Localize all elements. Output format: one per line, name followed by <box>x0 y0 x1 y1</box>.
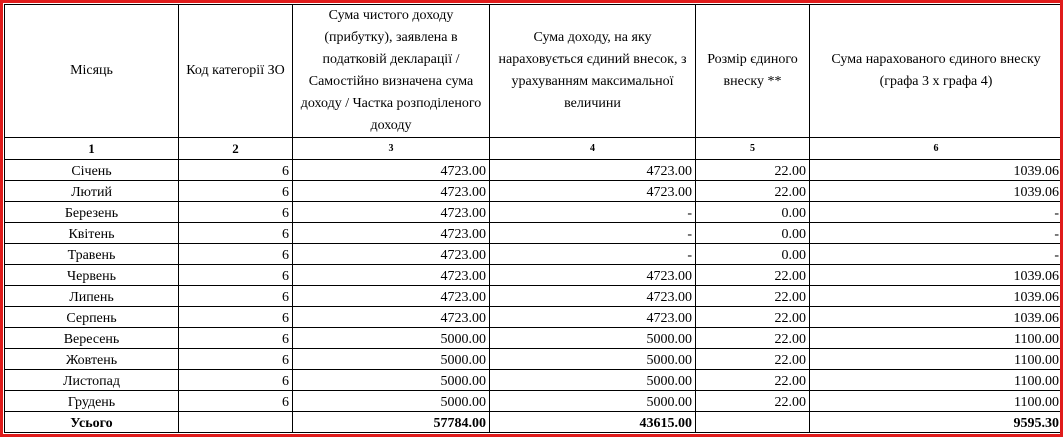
table-row <box>5 286 1063 307</box>
category-code-cell: 6 <box>179 391 293 412</box>
header-contribution-amount: Сума нарахованого єдиного внеску (графа 3 x графа 4) <box>810 5 1063 138</box>
month-cell: Січень <box>5 160 179 181</box>
header-contribution-rate: Розмір єдиного внеску ** <box>696 5 810 138</box>
category-code-cell: 6 <box>179 265 293 286</box>
taxable-income-cell: 5000.00 <box>490 391 696 412</box>
column-number: 4 <box>490 138 696 160</box>
header-taxable-income: Сума доходу, на яку нараховується єдиний внесок, з урахуванням максимальної величини <box>490 5 696 138</box>
month-cell: Листопад <box>5 370 179 391</box>
contribution-cell: 1039.06 <box>810 160 1063 181</box>
column-number-row <box>5 138 1063 160</box>
rate-cell: 22.00 <box>696 391 810 412</box>
category-code-cell: 6 <box>179 181 293 202</box>
category-code-cell: 6 <box>179 244 293 265</box>
table-row <box>5 202 1063 223</box>
net-income-cell: 4723.00 <box>293 181 490 202</box>
contribution-cell: 1100.00 <box>810 349 1063 370</box>
contribution-cell: 1039.06 <box>810 307 1063 328</box>
rate-cell: 22.00 <box>696 181 810 202</box>
month-cell: Травень <box>5 244 179 265</box>
contribution-cell: 1100.00 <box>810 391 1063 412</box>
rate-cell: 22.00 <box>696 328 810 349</box>
taxable-income-cell: 5000.00 <box>490 370 696 391</box>
table-row <box>5 244 1063 265</box>
header-net-income: Сума чистого доходу (прибутку), заявлена в податковій декларації / Самостійно визначена сума доходу / Частка розподіленого доходу <box>293 5 490 138</box>
rate-cell: 22.00 <box>696 265 810 286</box>
taxable-income-cell: 4723.00 <box>490 307 696 328</box>
net-income-cell: 4723.00 <box>293 202 490 223</box>
month-cell: Квітень <box>5 223 179 244</box>
header-category-code: Код категорії ЗО <box>179 5 293 138</box>
taxable-income-cell: 4723.00 <box>490 286 696 307</box>
column-number: 1 <box>5 138 179 160</box>
table-row <box>5 391 1063 412</box>
total-row <box>5 412 1063 433</box>
category-code-cell: 6 <box>179 286 293 307</box>
rate-cell: 22.00 <box>696 286 810 307</box>
table-row <box>5 328 1063 349</box>
taxable-income-cell: 5000.00 <box>490 349 696 370</box>
rate-cell: 22.00 <box>696 370 810 391</box>
column-number: 5 <box>696 138 810 160</box>
net-income-cell: 4723.00 <box>293 265 490 286</box>
net-income-cell: 4723.00 <box>293 286 490 307</box>
taxable-income-cell: - <box>490 202 696 223</box>
month-cell: Лютий <box>5 181 179 202</box>
table-row <box>5 370 1063 391</box>
column-number: 3 <box>293 138 490 160</box>
rate-cell: 22.00 <box>696 160 810 181</box>
category-code-cell: 6 <box>179 202 293 223</box>
category-code-cell: 6 <box>179 328 293 349</box>
contribution-cell: 1100.00 <box>810 328 1063 349</box>
month-cell: Червень <box>5 265 179 286</box>
month-cell: Вересень <box>5 328 179 349</box>
month-cell: Жовтень <box>5 349 179 370</box>
table-body <box>5 5 1063 433</box>
rate-cell: 22.00 <box>696 307 810 328</box>
contribution-cell: - <box>810 202 1063 223</box>
taxable-income-cell: - <box>490 244 696 265</box>
contribution-cell: - <box>810 244 1063 265</box>
taxable-income-cell: - <box>490 223 696 244</box>
contribution-cell: 1039.06 <box>810 286 1063 307</box>
contribution-table <box>4 4 1063 433</box>
taxable-income-cell: 4723.00 <box>490 265 696 286</box>
net-income-cell: 5000.00 <box>293 349 490 370</box>
table-row <box>5 223 1063 244</box>
rate-cell: 0.00 <box>696 223 810 244</box>
net-income-cell: 4723.00 <box>293 307 490 328</box>
net-income-cell: 5000.00 <box>293 328 490 349</box>
column-number: 2 <box>179 138 293 160</box>
table-row <box>5 349 1063 370</box>
net-income-cell: 5000.00 <box>293 391 490 412</box>
month-cell: Липень <box>5 286 179 307</box>
category-code-cell: 6 <box>179 370 293 391</box>
total-net-income-cell: 57784.00 <box>293 412 490 433</box>
header-month: Місяць <box>5 5 179 138</box>
header-row <box>5 5 1063 138</box>
contribution-cell: 1100.00 <box>810 370 1063 391</box>
month-cell: Березень <box>5 202 179 223</box>
category-code-cell: 6 <box>179 349 293 370</box>
rate-cell: 22.00 <box>696 349 810 370</box>
table-row <box>5 265 1063 286</box>
month-cell: Грудень <box>5 391 179 412</box>
net-income-cell: 4723.00 <box>293 244 490 265</box>
contribution-cell: - <box>810 223 1063 244</box>
net-income-cell: 5000.00 <box>293 370 490 391</box>
contribution-cell: 1039.06 <box>810 265 1063 286</box>
table-row <box>5 160 1063 181</box>
contribution-cell: 1039.06 <box>810 181 1063 202</box>
net-income-cell: 4723.00 <box>293 223 490 244</box>
total-label: Усього <box>5 412 179 433</box>
taxable-income-cell: 5000.00 <box>490 328 696 349</box>
rate-cell: 0.00 <box>696 202 810 223</box>
taxable-income-cell: 4723.00 <box>490 181 696 202</box>
column-number: 6 <box>810 138 1063 160</box>
table-row <box>5 181 1063 202</box>
rate-cell: 0.00 <box>696 244 810 265</box>
total-rate-cell <box>696 412 810 433</box>
category-code-cell: 6 <box>179 307 293 328</box>
table-row <box>5 307 1063 328</box>
total-taxable-income-cell: 43615.00 <box>490 412 696 433</box>
category-code-cell: 6 <box>179 223 293 244</box>
taxable-income-cell: 4723.00 <box>490 160 696 181</box>
net-income-cell: 4723.00 <box>293 160 490 181</box>
category-code-cell: 6 <box>179 160 293 181</box>
total-category-code-cell <box>179 412 293 433</box>
month-cell: Серпень <box>5 307 179 328</box>
total-contribution-cell: 9595.30 <box>810 412 1063 433</box>
